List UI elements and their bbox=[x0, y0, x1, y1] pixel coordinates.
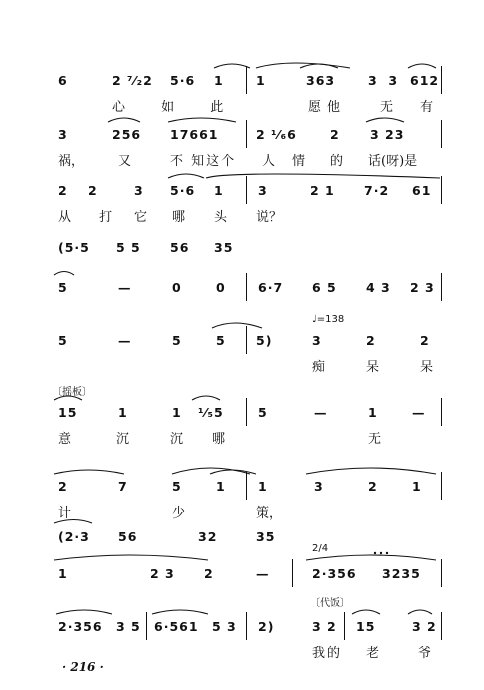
note-group: 5 bbox=[258, 405, 268, 420]
note-group: 0 bbox=[216, 280, 226, 295]
note-group: 1 bbox=[216, 479, 226, 494]
note-group: 17661 bbox=[170, 127, 219, 142]
note-group: 7 bbox=[118, 479, 128, 494]
note-group: 2 bbox=[88, 183, 98, 198]
note-group: 5·6 bbox=[170, 73, 196, 88]
note-group: (5·5 bbox=[58, 240, 90, 255]
note-group: — bbox=[118, 280, 132, 295]
lyric-text: 哪 bbox=[172, 210, 186, 225]
lyric-text: 说？ bbox=[256, 210, 283, 225]
role-label: 〔代饭〕 bbox=[310, 598, 350, 609]
note-group: — bbox=[314, 405, 328, 420]
lyric-text: 我的 bbox=[312, 646, 343, 661]
lyric-text: 话(呀)是 bbox=[368, 154, 418, 169]
lyric-text: 又 bbox=[118, 154, 132, 169]
lyric-text: 心 如 此 bbox=[112, 100, 240, 115]
note-group: 56 bbox=[118, 529, 138, 544]
note-group: 2 ⁷⁄₂2 bbox=[112, 73, 153, 88]
lyric-text: 呆 bbox=[420, 360, 434, 375]
note-group: 1 bbox=[214, 73, 224, 88]
note-group: — bbox=[118, 333, 132, 348]
note-group: 1 bbox=[58, 566, 68, 581]
lyric-text: 沉 bbox=[170, 432, 184, 447]
lyric-text: 头 bbox=[214, 210, 228, 225]
note-group: — bbox=[412, 405, 426, 420]
note-group: 35 bbox=[214, 240, 234, 255]
note-group: 2 bbox=[58, 479, 68, 494]
note-group: 5 3 bbox=[212, 619, 237, 634]
note-group: 2 3 bbox=[410, 280, 435, 295]
lyric-text: 老 bbox=[366, 646, 380, 661]
note-group: 7·2 bbox=[364, 183, 390, 198]
note-group: 2 ¹⁄₆6 bbox=[256, 127, 297, 142]
note-group: 3 3 bbox=[368, 73, 399, 88]
note-group: 6·561 bbox=[154, 619, 199, 634]
lyric-text: 计 bbox=[58, 506, 72, 521]
note-group: 5 bbox=[172, 479, 182, 494]
note-group: 3 bbox=[58, 127, 68, 142]
note-group: 2 bbox=[58, 183, 68, 198]
lyric-text: 情 bbox=[292, 154, 306, 169]
note-group: 15 bbox=[356, 619, 376, 634]
note-group: 2 1 bbox=[310, 183, 335, 198]
note-group: 5 bbox=[58, 333, 68, 348]
note-group: 2 3 bbox=[150, 566, 175, 581]
note-group: 3 bbox=[134, 183, 144, 198]
lyric-text: 意 bbox=[58, 432, 72, 447]
note-group: 5 bbox=[58, 280, 68, 295]
lyric-text: 哪 bbox=[212, 432, 226, 447]
note-group: 5 bbox=[216, 333, 226, 348]
lyric-text: 呆 bbox=[366, 360, 380, 375]
note-group: 612 bbox=[410, 73, 440, 88]
note-group: 2 bbox=[330, 127, 340, 142]
note-group: 3 bbox=[258, 183, 268, 198]
note-group: 3 5 bbox=[116, 619, 141, 634]
lyric-text: 愿他 bbox=[308, 100, 347, 115]
lyric-text: 策， bbox=[256, 506, 283, 521]
tempo-mark: ♩=138 bbox=[312, 314, 345, 325]
page-number: · 216 · bbox=[62, 660, 104, 674]
note-group: 3 23 bbox=[370, 127, 405, 142]
lyric-text: 爷 bbox=[418, 646, 432, 661]
note-group: 2 bbox=[204, 566, 214, 581]
note-group: 61 bbox=[412, 183, 432, 198]
note-group: 6 5 bbox=[312, 280, 337, 295]
note-group: 3 bbox=[312, 333, 322, 348]
lyric-text: 少 bbox=[172, 506, 186, 521]
note-group: — bbox=[256, 566, 270, 581]
note-group: 1 bbox=[256, 73, 266, 88]
note-group: 15 bbox=[58, 405, 78, 420]
note-group: 6·7 bbox=[258, 280, 284, 295]
lyric-text: 无 bbox=[368, 432, 382, 447]
section-label: 〔摇板〕 bbox=[52, 387, 92, 398]
note-group: 2 bbox=[366, 333, 376, 348]
lyric-text: 不 知这个 bbox=[170, 154, 237, 169]
note-group: 0 bbox=[172, 280, 182, 295]
note-group: 2·356 bbox=[312, 566, 357, 581]
lyric-text: 从 打 bbox=[58, 210, 125, 225]
note-group: 4 3 bbox=[366, 280, 391, 295]
note-group: 2) bbox=[258, 619, 275, 634]
note-group: 363 bbox=[306, 73, 336, 88]
lyric-text: 有 bbox=[420, 100, 434, 115]
lyric-text: 的 bbox=[330, 154, 344, 169]
meter-mark: 2/4 bbox=[312, 543, 329, 554]
note-group: 6 bbox=[58, 73, 68, 88]
note-group: 1 bbox=[258, 479, 268, 494]
lyric-text: 沉 bbox=[116, 432, 130, 447]
note-group: 35 bbox=[256, 529, 276, 544]
note-group: 3235 bbox=[382, 566, 421, 581]
note-group: 32 bbox=[198, 529, 218, 544]
note-group: 2·356 bbox=[58, 619, 103, 634]
note-group: 5·6 bbox=[170, 183, 196, 198]
note-group: 5) bbox=[256, 333, 273, 348]
note-group: 256 bbox=[112, 127, 142, 142]
lyric-text: 它 bbox=[134, 210, 148, 225]
note-group: 1 bbox=[368, 405, 378, 420]
note-group: 2 bbox=[420, 333, 430, 348]
note-group: (2·3 bbox=[58, 529, 90, 544]
note-group: 2 bbox=[368, 479, 378, 494]
lyric-text: 痴 bbox=[312, 360, 326, 375]
note-group: 3 2 bbox=[312, 619, 337, 634]
lyric-text: 祸， bbox=[58, 154, 85, 169]
lyric-text: 人 bbox=[262, 154, 276, 169]
note-group: 1 bbox=[172, 405, 182, 420]
note-group: 5 bbox=[172, 333, 182, 348]
note-group: ¹⁄₅5 bbox=[198, 405, 224, 420]
note-group: 3 bbox=[314, 479, 324, 494]
lyric-text: 无 bbox=[380, 100, 394, 115]
note-group: 1 bbox=[118, 405, 128, 420]
note-group: 1 bbox=[412, 479, 422, 494]
note-group: 3 2 bbox=[412, 619, 437, 634]
note-group: 1 bbox=[214, 183, 224, 198]
note-group: 5 5 bbox=[116, 240, 141, 255]
note-group: 56 bbox=[170, 240, 190, 255]
